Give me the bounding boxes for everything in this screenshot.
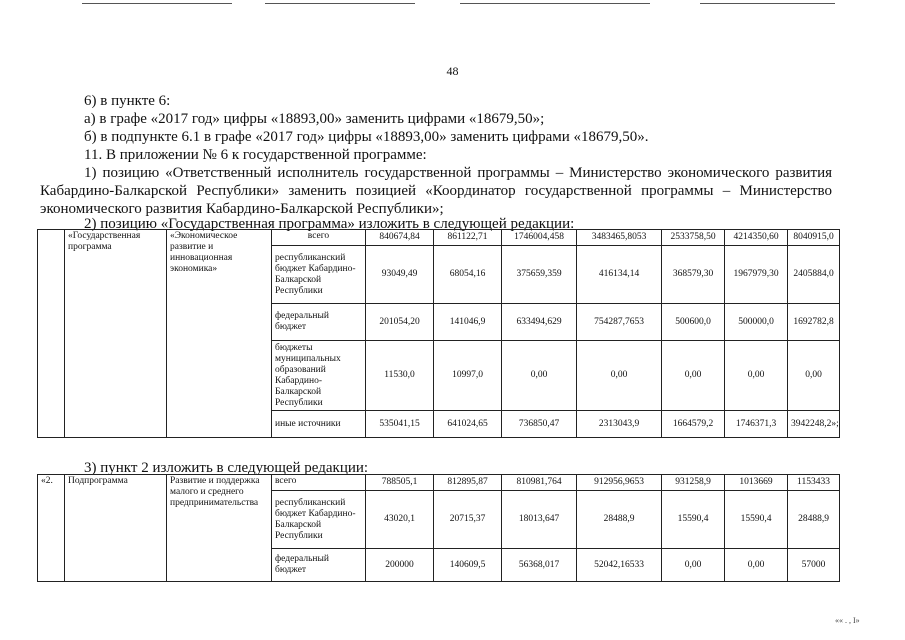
source-cell: иные источники [272, 411, 366, 438]
subprogram-funding-table [37, 474, 840, 582]
row-number-cell [38, 230, 65, 438]
value-cell: 3483465,8053 [577, 230, 662, 246]
paragraph-6: 6) в пункте 6: [84, 93, 171, 109]
value-cell: 43020,1 [366, 491, 434, 549]
value-cell: 8040915,0 [788, 230, 840, 246]
source-cell: федеральный бюджет [272, 304, 366, 341]
value-cell: 375659,359 [502, 246, 577, 304]
value-cell: 0,00 [725, 549, 788, 582]
value-cell: 912956,9653 [577, 475, 662, 491]
value-cell: 4214350,60 [725, 230, 788, 246]
value-cell: 861122,71 [434, 230, 502, 246]
value-cell: 1967979,30 [725, 246, 788, 304]
value-cell: 201054,20 [366, 304, 434, 341]
value-cell: 736850,47 [502, 411, 577, 438]
paragraph-11-3: 3) пункт 2 изложить в следующей редакции: [84, 460, 369, 476]
source-cell: федеральный бюджет [272, 549, 366, 582]
value-cell: 141046,9 [434, 304, 502, 341]
top-rule-4 [700, 3, 835, 4]
page-number: 48 [446, 64, 459, 78]
subprogram-title-cell: Развитие и поддержка малого и среднего предпринимательства [167, 475, 272, 582]
value-cell: 788505,1 [366, 475, 434, 491]
value-cell: 0,00 [788, 341, 840, 411]
value-cell: 0,00 [725, 341, 788, 411]
value-cell: 15590,4 [662, 491, 725, 549]
top-rule-3 [460, 3, 650, 4]
program-title-cell: «Экономическое развитие и инновационная экономика» [167, 230, 272, 438]
value-cell: 140609,5 [434, 549, 502, 582]
value-cell: 1746371,3 [725, 411, 788, 438]
value-cell: 368579,30 [662, 246, 725, 304]
paragraph-11-1-line1: 1) позицию «Ответственный исполнитель государственной программы – Министерство экономического развития [84, 165, 832, 181]
program-funding-table [37, 229, 840, 438]
value-cell: 10997,0 [434, 341, 502, 411]
value-cell: 1746004,458 [502, 230, 577, 246]
paragraph-11-1-line2: Кабардино-Балкарской Республики» заменить позицией «Координатор государственной программы – Министерство [40, 183, 832, 199]
value-cell: 0,00 [662, 549, 725, 582]
table-row [38, 475, 840, 491]
paragraph-11: 11. В приложении № 6 к государственной программе: [84, 147, 427, 163]
value-cell: 633494,629 [502, 304, 577, 341]
value-cell: 500600,0 [662, 304, 725, 341]
source-cell: бюджеты муниципальных образований Кабардино-Балкарской Республики [272, 341, 366, 411]
source-cell: республиканский бюджет Кабардино-Балкарской Республики [272, 491, 366, 549]
value-cell: 93049,49 [366, 246, 434, 304]
value-cell: 931258,9 [662, 475, 725, 491]
top-rule-2 [265, 3, 415, 4]
paragraph-11-2: 2) позицию «Государственная программа» изложить в следующей редакции: [84, 216, 575, 232]
value-cell: 1153433 [788, 475, 840, 491]
value-cell: 57000 [788, 549, 840, 582]
value-cell: 810981,764 [502, 475, 577, 491]
value-cell: 28488,9 [788, 491, 840, 549]
value-cell: 56368,017 [502, 549, 577, 582]
value-cell: 1692782,8 [788, 304, 840, 341]
value-cell: 1664579,2 [662, 411, 725, 438]
value-cell: 20715,37 [434, 491, 502, 549]
value-cell: 641024,65 [434, 411, 502, 438]
value-cell: 28488,9 [577, 491, 662, 549]
value-cell: 500000,0 [725, 304, 788, 341]
value-cell: 754287,7653 [577, 304, 662, 341]
program-name-cell: «Государственная программа [65, 230, 167, 438]
top-rule-1 [82, 3, 232, 4]
value-cell: 840674,84 [366, 230, 434, 246]
paragraph-6a: а) в графе «2017 год» цифры «18893,00» заменить цифрами «18679,50»; [84, 111, 545, 127]
value-cell: 68054,16 [434, 246, 502, 304]
value-cell: 2533758,50 [662, 230, 725, 246]
value-cell: 0,00 [502, 341, 577, 411]
row-number-cell: «2. [38, 475, 65, 582]
value-cell: 3942248,2»; [788, 411, 840, 438]
source-cell: республиканский бюджет Кабардино-Балкарской Республики [272, 246, 366, 304]
table-row [38, 230, 840, 246]
value-cell: 0,00 [577, 341, 662, 411]
value-cell: 535041,15 [366, 411, 434, 438]
value-cell: 1013669 [725, 475, 788, 491]
source-cell: всего [272, 475, 366, 491]
value-cell: 2405884,0 [788, 246, 840, 304]
value-cell: 52042,16533 [577, 549, 662, 582]
value-cell: 18013,647 [502, 491, 577, 549]
paragraph-11-1-line3: экономического развития Кабардино-Балкарской Республики»; [40, 201, 444, 217]
paragraph-6b: б) в подпункте 6.1 в графе «2017 год» цифры «18893,00» заменить цифрами «18679,50». [84, 129, 649, 145]
value-cell: 416134,14 [577, 246, 662, 304]
value-cell: 0,00 [662, 341, 725, 411]
footer-mark: «« . , I» [835, 616, 860, 625]
value-cell: 11530,0 [366, 341, 434, 411]
subprogram-name-cell: Подпрограмма [65, 475, 167, 582]
value-cell: 2313043,9 [577, 411, 662, 438]
value-cell: 15590,4 [725, 491, 788, 549]
source-cell: всего [272, 230, 366, 246]
value-cell: 200000 [366, 549, 434, 582]
value-cell: 812895,87 [434, 475, 502, 491]
